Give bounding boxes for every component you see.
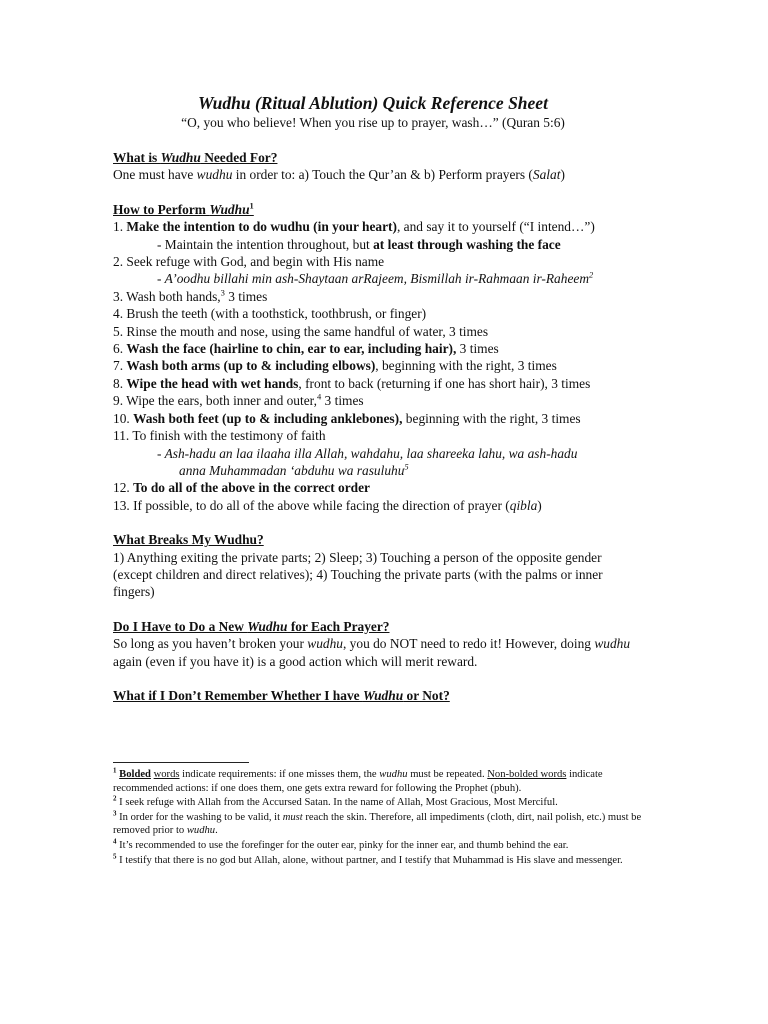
section-remember bbox=[113, 687, 633, 704]
footnote-2: $^2$ I seek refuge with Allah from the Accursed Satan. In the name of Allah, Most Gracious, Most Merciful. bbox=[113, 794, 558, 809]
step-2-sub: - A’oodhu billahi min ash-Shaytaan arRajeem, Bismillah ir-Rahmaan ir-Raheem$^2$ bbox=[157, 269, 594, 287]
step-11: 11. To finish with the testimony of faith bbox=[113, 428, 326, 444]
section-how bbox=[113, 201, 633, 514]
step-6: 6. Wash the face (hairline to chin, ear to ear, including hair), 3 times bbox=[113, 341, 499, 357]
heading-new: Do I Have to Do a New Wudhu for Each Prayer? bbox=[113, 618, 390, 634]
step-1: 1. Make the intention to do wudhu (in your heart), and say it to yourself (“I intend…”) bbox=[113, 219, 595, 235]
step-3: 3. Wash both hands,$^3$ 3 times bbox=[113, 287, 268, 304]
step-10: 10. Wash both feet (up to & including anklebones), beginning with the right, 3 times bbox=[113, 410, 581, 426]
footnote-3: $^3$ In order for the washing to be valid, it must reach the skin. Therefore, all impediments (cloth, dirt, nail polish, etc.) must be removed prior to wudhu. bbox=[113, 809, 642, 837]
page-title: Wudhu (Ritual Ablution) Quick Reference Sheet bbox=[198, 93, 548, 113]
step-4: 4. Brush the teeth (with a toothstick, toothbrush, or finger) bbox=[113, 306, 427, 322]
step-11-sub-1: - Ash-hadu an laa ilaaha illa Allah, wahdahu, laa shareeka lahu, wa ash-hadu bbox=[157, 445, 578, 461]
heading-remember: What if I Don’t Remember Whether I have Wudhu or Not? bbox=[113, 687, 450, 703]
quran-quote: “O, you who believe! When you rise up to prayer, wash…” (Quran 5:6) bbox=[181, 115, 565, 130]
document-body bbox=[113, 92, 633, 721]
step-7: 7. Wash both arms (up to & including elbows), beginning with the right, 3 times bbox=[113, 358, 557, 374]
footnote-5: $^5$ I testify that there is no god but Allah, alone, without partner, and I testify that Muhammad is His slave and messenger. bbox=[113, 852, 623, 866]
new-text: So long as you haven’t broken your wudhu, you do NOT need to redo it! However, doing wudhu again (even if you have it) is a good action which will merit reward. bbox=[113, 636, 631, 669]
footnote-4: $^4$ It’s recommended to use the forefinger for the outer ear, pinky for the inner ear, and thumb behind the ear. bbox=[113, 837, 569, 851]
breaks-text: 1) Anything exiting the private parts; 2) Sleep; 3) Touching a person of the opposite gender (except children and direct relatives); 4) Touching the private parts (with the palms or inner fingers) bbox=[113, 549, 603, 600]
section-breaks bbox=[113, 531, 633, 601]
step-13: 13. If possible, to do all of the above while facing the direction of prayer (qibla) bbox=[113, 497, 542, 513]
step-5: 5. Rinse the mouth and nose, using the same handful of water, 3 times bbox=[113, 323, 489, 339]
step-2: 2. Seek refuge with God, and begin with His name bbox=[113, 254, 385, 270]
step-8: 8. Wipe the head with wet hands, front to back (returning if one has short hair), 3 times bbox=[113, 375, 591, 391]
step-11-sub-2: anna Muhammadan ‘abduhu wa rasuluhu$^5$ bbox=[179, 461, 409, 478]
step-1-sub: - Maintain the intention throughout, but at least through washing the face bbox=[157, 236, 561, 252]
section-new bbox=[113, 618, 633, 670]
footnote-divider bbox=[113, 762, 249, 763]
footnotes bbox=[113, 768, 643, 868]
heading-how: How to Perform Wudhu$^1$ bbox=[113, 200, 254, 217]
needed-text: One must have wudhu in order to: a) Touch the Qur’an & b) Perform prayers (Salat) bbox=[113, 167, 565, 183]
section-needed bbox=[113, 149, 633, 184]
step-12: 12. To do all of the above in the correct order bbox=[113, 480, 370, 496]
heading-breaks: What Breaks My Wudhu? bbox=[113, 532, 264, 548]
step-9: 9. Wipe the ears, both inner and outer,$^4$ 3 times bbox=[113, 391, 364, 409]
footnote-1: $^1$ Bolded words indicate requirements: if one misses them, the wudhu must be repeated. Non-bolded words indicate recommended actions: if one does them, one gets extra reward for following the Prophet (pbuh). bbox=[113, 766, 603, 794]
heading-needed: What is Wudhu Needed For? bbox=[113, 150, 278, 165]
